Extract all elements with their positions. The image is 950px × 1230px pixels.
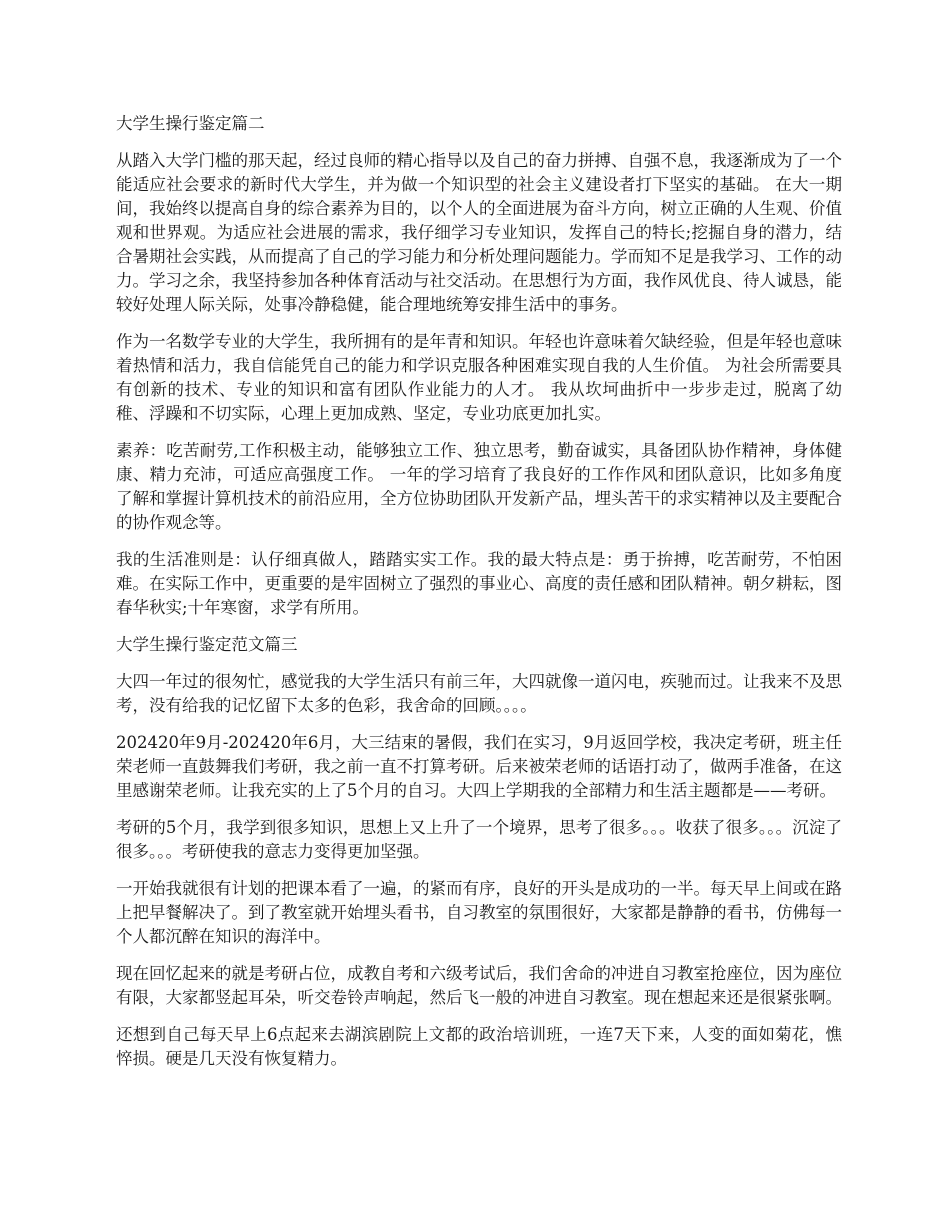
paragraph: 考研的5个月，我学到很多知识，思想上又上升了一个境界，思考了很多。。。收获了很多。。。沉淀了很多。。。考研使我的意志力变得更加坚强。 xyxy=(116,818,842,861)
paragraph: 大四一年过的很匆忙，感觉我的大学生活只有前三年，大四就像一道闪电，疾驰而过。让我来不及思考，没有给我的记忆留下太多的色彩，我舍命的回顾。。。。 xyxy=(116,672,842,715)
paragraph: 从踏入大学门槛的那天起，经过良师的精心指导以及自己的奋力拼搏、自强不息，我逐渐成为了一个能适应社会要求的新时代大学生，并为做一个知识型的社会主义建设者打下坚实的基础。 在大一期间，我始终以提高自身的综合素养为目的，以个人的全面进展为奋斗方向，树立正确的人生观、价值观和世界观。为适应社会进展的需求，我仔细学习专业知识，发挥自己的特长;挖掘自身的潜力，结合暑期社会实践，从而提高了自己的学习能力和分析处理问题能力。学而知不足是我学习、工作的动力。学习之余，我坚持参加各种体育活动与社交活动。在思想行为方面，我作风优良、待人诚恳，能较好处理人际关际，处事冷静稳健，能合理地统筹安排生活中的事务。 xyxy=(116,151,842,314)
section-heading-2: 大学生操行鉴定篇二 xyxy=(116,114,265,133)
paragraph: 素养：吃苦耐劳,工作积极主动，能够独立工作、独立思考，勤奋诚实，具备团队协作精神，身体健康、精力充沛，可适应高强度工作。 一年的学习培育了我良好的工作作风和团队意识，比如多角度了解和掌握计算机技术的前沿应用，全方位协助团队开发新产品，埋头苦干的求实精神以及主要配合的协作观念等。 xyxy=(116,441,842,532)
paragraph: 作为一名数学专业的大学生，我所拥有的是年青和知识。年轻也许意味着欠缺经验，但是年轻也意味着热情和活力，我自信能凭自己的能力和学识克服各种困难实现自我的人生价值。 为社会所需要具有创新的技术、专业的知识和富有团队作业能力的人才。 我从坎坷曲折中一步步走过，脱离了幼稚、浮躁和不切实际，心理上更加成熟、坚定，专业功底更加扎实。 xyxy=(116,332,842,423)
paragraph: 现在回忆起来的就是考研占位，成教自考和六级考试后，我们舍命的冲进自习教室抢座位，因为座位有限，大家都竖起耳朵，听交卷铃声响起，然后飞一般的冲进自习教室。现在想起来还是很紧张啊。 xyxy=(116,964,842,1007)
paragraph: 我的生活准则是：认仔细真做人，踏踏实实工作。我的最大特点是：勇于拚搏，吃苦耐劳，不怕困难。在实际工作中，更重要的是牢固树立了强烈的事业心、高度的责任感和团队精神。朝夕耕耘，图春华秋实;十年寒窗，求学有所用。 xyxy=(116,550,842,617)
paragraph: 202420年9月-202420年6月，大三结束的暑假，我们在实习，9月返回学校，我决定考研，班主任荣老师一直鼓舞我们考研，我之前一直不打算考研。后来被荣老师的话语打动了，做两手准备，在这里感谢荣老师。让我充实的上了5个月的自习。大四上学期我的全部精力和生活主题都是——考研。 xyxy=(116,733,842,800)
paragraph: 一开始我就很有计划的把课本看了一遍，的紧而有序，良好的开头是成功的一半。每天早上间或在路上把早餐解决了。到了教室就开始埋头看书，自习教室的氛围很好，大家都是静静的看书，仿佛每一个人都沉醉在知识的海洋中。 xyxy=(116,879,842,946)
section-heading-3: 大学生操行鉴定范文篇三 xyxy=(116,635,298,654)
paragraph: 还想到自己每天早上6点起来去湖滨剧院上文都的政治培训班，一连7天下来，人变的面如菊花，憔悴损。硬是几天没有恢复精力。 xyxy=(116,1025,842,1068)
document-page xyxy=(116,112,842,1084)
